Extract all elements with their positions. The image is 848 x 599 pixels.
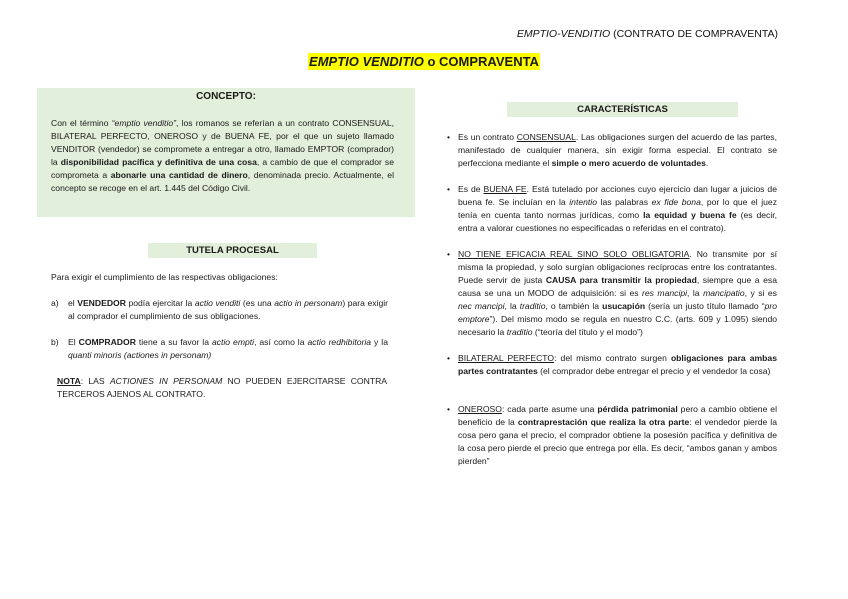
page-header — [440, 28, 778, 40]
title-rest: o COMPRAVENTA — [423, 54, 539, 69]
list-item — [447, 352, 777, 378]
b5-t6: : el vendedor pierde la cosa pero gana el precio, el comprador obtiene la posesión pacífica y definitiva de la cosa pero pierde el precio que entrega por ella. Es decir, “ambos ganan y ambos pierden” — [458, 417, 777, 466]
b-em-1: actio empti — [211, 337, 255, 347]
b3-t9: , y si es — [744, 288, 777, 298]
concept-t1: Con el término — [51, 118, 112, 128]
b3-em-5: pro emptore — [458, 301, 778, 324]
title-emph: EMPTIO VENDITIO — [309, 54, 424, 69]
concept-t5: , a cambio de que el comprador se comprometa a — [51, 157, 394, 180]
nota-em: ACTIONES IN PERSONAM — [109, 376, 223, 386]
concept-t7: , denominada precio. Actualmente, el concepto se recoge en el art. 1.445 del Código Civil. — [51, 170, 394, 193]
caracteristicas-heading: CARACTERÍSTICAS — [507, 102, 738, 117]
list-item — [447, 131, 777, 170]
header-rest: (CONTRATO DE COMPRAVENTA) — [610, 28, 778, 40]
page-title — [0, 54, 848, 69]
b4-t4: (el comprador debe entregar el precio y el vendedor la cosa) — [537, 366, 771, 376]
b3-bold-2: para transmitir la propiedad — [576, 275, 697, 285]
a-t5: (es una — [240, 298, 275, 308]
a-em-1: actio venditi — [194, 298, 241, 308]
bullet-marker: • — [447, 353, 451, 363]
b2-bold: la equidad y buena fe — [643, 210, 737, 220]
b5-t2: : cada parte asume una — [501, 404, 598, 414]
b2-t1: Es de — [458, 184, 484, 194]
item-text — [68, 297, 388, 323]
list-item — [447, 403, 777, 468]
concept-t3: , los romanos se referían a un contrato CONSENSUAL, BILATERAL PERFECTO, ONEROSO y de BUENA FE, por el que un sujeto llamado VENDITOR (vendedor) se compromete a entregar a otro, llamado EMPTOR (comprador) la — [51, 118, 394, 167]
b3-t17: ”). Del mismo modo se regula en nuestro C.C. (arts. 609 y 1.095) siendo necesario la — [458, 314, 777, 337]
b1-term: CONSENSUAL — [516, 132, 576, 142]
b4-t2: : del mismo contrato surgen — [554, 353, 671, 363]
a-t1: el — [68, 298, 78, 308]
b-t7: y la — [371, 337, 388, 347]
b3-em-1: res mancipi — [642, 288, 688, 298]
bullet-marker: • — [447, 404, 451, 414]
b2-t5: las palabras — [596, 197, 652, 207]
item-text — [458, 183, 777, 235]
b5-term: ONEROSO — [458, 404, 502, 414]
b4-bold: obligaciones para ambas partes contratantes — [458, 353, 777, 376]
b3-em-6: traditio — [506, 327, 533, 337]
b-t3: tiene a su favor la — [135, 337, 212, 347]
b3-em-2: mancipatio — [703, 288, 745, 298]
b1-t1: Es un contrato — [458, 132, 517, 142]
nota — [57, 375, 387, 401]
nota-t3: NO PUEDEN EJERCITARSE CONTRA TERCEROS AJENOS AL CONTRATO. — [57, 376, 388, 399]
b3-t5: , siempre que a esa causa se una un MODO de adquisición: si es — [458, 275, 778, 298]
nota-t1: : LAS — [80, 376, 110, 386]
b3-t2: . No transmite por sí misma la propiedad, y solo surgían obligaciones recíprocas entre los contratantes. Puede servir de justa — [458, 249, 778, 285]
list-item — [447, 183, 777, 235]
b3-t7: , la — [687, 288, 704, 298]
b3-bold-1: CAUSA — [545, 275, 577, 285]
b2-term: BUENA FE — [483, 184, 527, 194]
concept-term: “emptio venditio” — [111, 118, 176, 128]
title-highlight — [308, 53, 540, 70]
item-text — [68, 336, 388, 362]
b-t1: El — [68, 337, 79, 347]
b3-t11: , la — [504, 301, 520, 311]
b4-term: BILATERAL PERFECTO — [458, 353, 555, 363]
b-em-2: actio redhibitoria — [307, 337, 372, 347]
b2-em-1: intentio — [569, 197, 597, 207]
tutela-heading: TUTELA PROCESAL — [148, 243, 317, 258]
b3-em-3: nec mancipi — [458, 301, 505, 311]
list-item — [447, 248, 777, 339]
a-t3: podía ejercitar la — [125, 298, 195, 308]
b1-t3: . Las obligaciones surgen del acuerdo de las partes, manifestado de cualquier manera, sin exigir forma especial. El contrato se perfecciona mediante el — [458, 132, 777, 168]
b3-t13: , o también la — [545, 301, 603, 311]
b1-bold: simple o mero acuerdo de voluntades — [551, 158, 706, 168]
tutela-intro: Para exigir el cumplimiento de las respectivas obligaciones: — [51, 272, 278, 282]
item-text — [458, 248, 777, 339]
concept-bold-1: disponibilidad pacífica y definitiva de una cosa — [60, 157, 257, 167]
b3-em-4: traditio — [519, 301, 546, 311]
b5-t4: pero a cambio obtiene el beneficio de la — [458, 404, 777, 427]
b3-t15: (sería un justo título llamado “ — [645, 301, 765, 311]
b1-t5: . — [705, 158, 709, 168]
list-item — [51, 336, 388, 362]
a-em-2: actio in personam — [274, 298, 343, 308]
bullet-marker: • — [447, 132, 451, 142]
b3-term: NO TIENE EFICACIA REAL SINO SOLO OBLIGATORIA — [458, 249, 690, 259]
b2-t9: (es decir, entra a valorar cuestiones no especificadas o referidas en el contrato). — [458, 210, 777, 233]
b-t5: , así como la — [254, 337, 308, 347]
bullet-marker: • — [447, 184, 451, 194]
b2-em-2: ex fide bona — [651, 197, 701, 207]
b5-bold-1: pérdida patrimonial — [597, 404, 678, 414]
b3-bold-3: usucapión — [602, 301, 646, 311]
bullet-marker: • — [447, 249, 451, 259]
item-marker: a) — [51, 298, 59, 308]
nota-label: NOTA — [57, 376, 81, 386]
b-bold: COMPRADOR — [78, 337, 136, 347]
item-text — [458, 352, 777, 378]
b-em-3: quanti minoris (actiones in personam) — [68, 350, 212, 360]
item-text — [458, 403, 777, 468]
item-marker: b) — [51, 337, 59, 347]
a-bold: VENDEDOR — [77, 298, 126, 308]
a-t7: ) para exigir al comprador el cumplimiento de sus obligaciones. — [68, 298, 388, 321]
concept-bold-2: abonarle una cantidad de dinero — [110, 170, 248, 180]
list-item — [51, 297, 388, 323]
b3-t19: (“teoría del título y el modo”) — [532, 327, 643, 337]
concept-heading: CONCEPTO: — [196, 91, 256, 102]
concept-text — [51, 117, 394, 195]
b2-t3: . Está tutelado por acciones cuyo ejercicio dan lugar a juicios de buena fe. Se incluían en la — [458, 184, 777, 207]
item-text — [458, 131, 777, 170]
header-emph: EMPTIO-VENDITIO — [516, 28, 611, 40]
b2-t7: , por lo que el juez tenía en cuenta tanto normas jurídicas, como — [458, 197, 777, 220]
b5-bold-2: contraprestación que realiza la otra parte — [517, 417, 690, 427]
